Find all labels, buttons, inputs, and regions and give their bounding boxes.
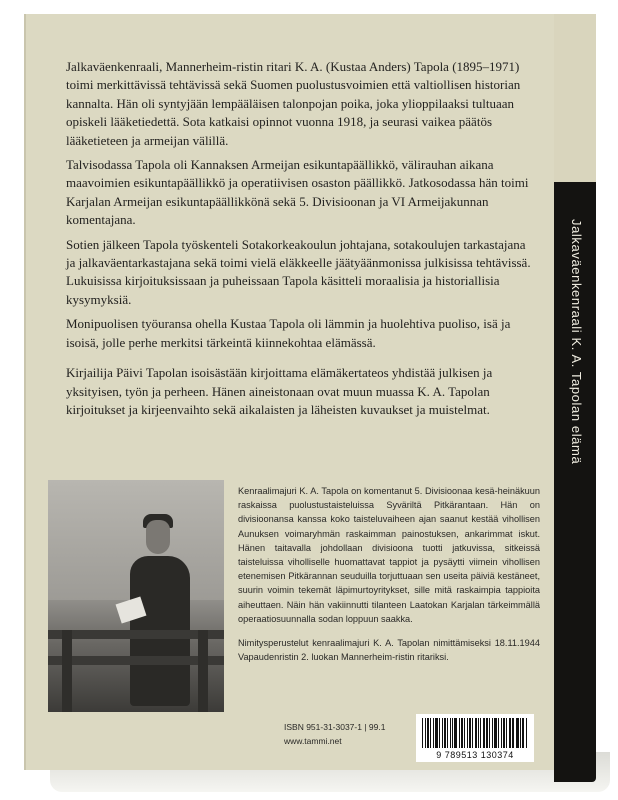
photo-caption	[238, 484, 540, 674]
barcode-stripe	[461, 718, 463, 748]
publisher-website: www.tammi.net	[284, 736, 342, 746]
barcode-stripe	[467, 718, 468, 748]
barcode-stripe	[454, 718, 457, 748]
barcode-stripe	[433, 718, 434, 748]
book-description	[66, 58, 536, 425]
barcode-stripe	[480, 718, 481, 748]
barcode-stripe	[472, 718, 473, 748]
barcode-stripe	[501, 718, 502, 748]
caption-body: Kenraalimajuri K. A. Tapola on komentanut 5. Divisioonaa kesä-heinäkuun raskaissa puolustustaisteluissa Syväriltä Pitkärantaan. Hän on divisioonansa kanssa koko taisteluvaiheen ajan saanut kestää vihollisen Aunuksen voimaryhmän raskaimman painostuksen, ankarimmat iskut. Hänen taitavalla johdollaan divisioona tuotti jatkuvissa, sitkeissä taisteluissa viholliselle huomattavat tappiot ja pysäytti viimein vihollisen etenemisen Pitkärannan seuduilla torjuttuaan sen useita päiviä kestäneet, suurin voimin tekemät läpimurtoyritykset, sille mitä raskaimpia tappioita aiheuttaen. Näin hän vakiinnutti tilanteen Laatokan Karjalan tärkeimmällä operaatiosuunnalla sodan loppuun saakka.	[238, 486, 540, 624]
barcode-stripe	[442, 718, 444, 748]
spine-top-band	[554, 14, 596, 182]
barcode-stripe	[427, 718, 429, 748]
caption-footer: Nimitysperustelut kenraalimajuri K. A. Tapolan nimittämiseksi 18.11.1944 Vapaudenristin 2. luokan Mannerheim-ristin ritariksi.	[238, 638, 540, 663]
barcode-stripe	[494, 718, 497, 748]
barcode	[416, 714, 534, 762]
barcode-stripe	[478, 718, 479, 748]
barcode-stripe	[522, 718, 524, 748]
barcode-stripe	[486, 718, 488, 748]
barcode-stripe	[469, 718, 471, 748]
description-paragraph-4: Monipuolisen työuransa ohella Kustaa Tapola oli lämmin ja huolehtiva puoliso, isä ja isoisä, jolle perhe merkitsi tärkeintä kiinnekohtaa elämässä.	[66, 316, 511, 350]
barcode-stripe	[516, 718, 519, 748]
barcode-stripe	[439, 718, 440, 748]
barcode-stripe	[520, 718, 521, 748]
barcode-stripe	[506, 718, 507, 748]
barcode-stripe	[483, 718, 485, 748]
isbn-label: ISBN 951-31-3037-1 | 99.1	[284, 722, 386, 732]
barcode-digits: 9 789513 130374	[436, 750, 514, 760]
barcode-stripe	[526, 718, 527, 748]
barcode-stripe	[509, 718, 511, 748]
barcode-stripe	[512, 718, 513, 748]
barcode-stripe	[498, 718, 499, 748]
barcode-stripe	[492, 718, 493, 748]
barcode-stripe	[444, 718, 446, 748]
barcode-stripe	[425, 718, 426, 748]
photo-post	[62, 630, 72, 712]
description-paragraph-1: Jalkaväenkenraali, Mannerheim-ristin ritari K. A. (Kustaa Anders) Tapola (1895–1971) toimi merkittävissä tehtävissä sekä Suomen puolustusvoimien että valtiollisen historian kannalta. Hän oli syntyjään lempääläisen talonpojan poika, joka ylioppilaaksi tultuaan opiskeli lääketiedettä. Sota katkaisi opinnot vuonna 1918, ja seurasi vaikea päätös lääketieteen ja armeijan välillä.	[66, 59, 521, 148]
barcode-stripe	[447, 718, 448, 748]
photo-post	[198, 630, 208, 712]
photo-head	[146, 520, 170, 554]
book-back-cover	[24, 14, 596, 786]
barcode-stripe	[489, 718, 490, 748]
book-spine	[554, 14, 596, 782]
description-paragraph-3: Sotien jälkeen Tapola työskenteli Sotakorkeakoulun johtajana, sotakoulujen tarkastajana ja jalkaväentarkastajana sekä toimi vielä eläkkeelle jäätyäänmonissa julkisissa tehtävissä. Lukuisissa kirjoituksissaan ja puheissaan Tapola käsitteli moraalisia ja historiallisia kysymyksiä.	[66, 236, 531, 307]
barcode-stripe	[435, 718, 438, 748]
description-paragraph-2: Talvisodassa Tapola oli Kannaksen Armeijan esikuntapäällikkö, välirauhan aikana maavoimien esikuntapäällikkö ja operatiivisen osaston päällikkö. Jatkosodassa hän toimi Karjalan Armeijan esikuntapäällikkönä sekä 5. Divisioonan ja VI Armeijakunnan komentajana.	[66, 157, 529, 228]
barcode-stripe	[450, 718, 451, 748]
barcode-stripe	[475, 718, 478, 748]
barcode-stripe	[452, 718, 453, 748]
spine-title: Jalkaväenkenraali K. A. Tapolan elämä	[569, 219, 584, 465]
barcode-bars	[422, 718, 528, 748]
barcode-stripe	[513, 718, 514, 748]
barcode-stripe	[503, 718, 505, 748]
barcode-stripe	[459, 718, 460, 748]
description-paragraph-5: Kirjailija Päivi Tapolan isoisästään kirjoittama elämäkertateos yhdistää julkisen ja yksityisen, työn ja perheen. Hänen aineistonaan ovat muun muassa K. A. Tapolan kirjoitukset ja kirjeenvaihto sekä aikalaisten ja läheisten kuvaukset ja muistelmat.	[66, 365, 493, 417]
barcode-stripe	[422, 718, 423, 748]
barcode-stripe	[430, 718, 431, 748]
portrait-photo	[48, 480, 224, 712]
barcode-stripe	[464, 718, 465, 748]
back-cover-panel	[24, 14, 554, 770]
